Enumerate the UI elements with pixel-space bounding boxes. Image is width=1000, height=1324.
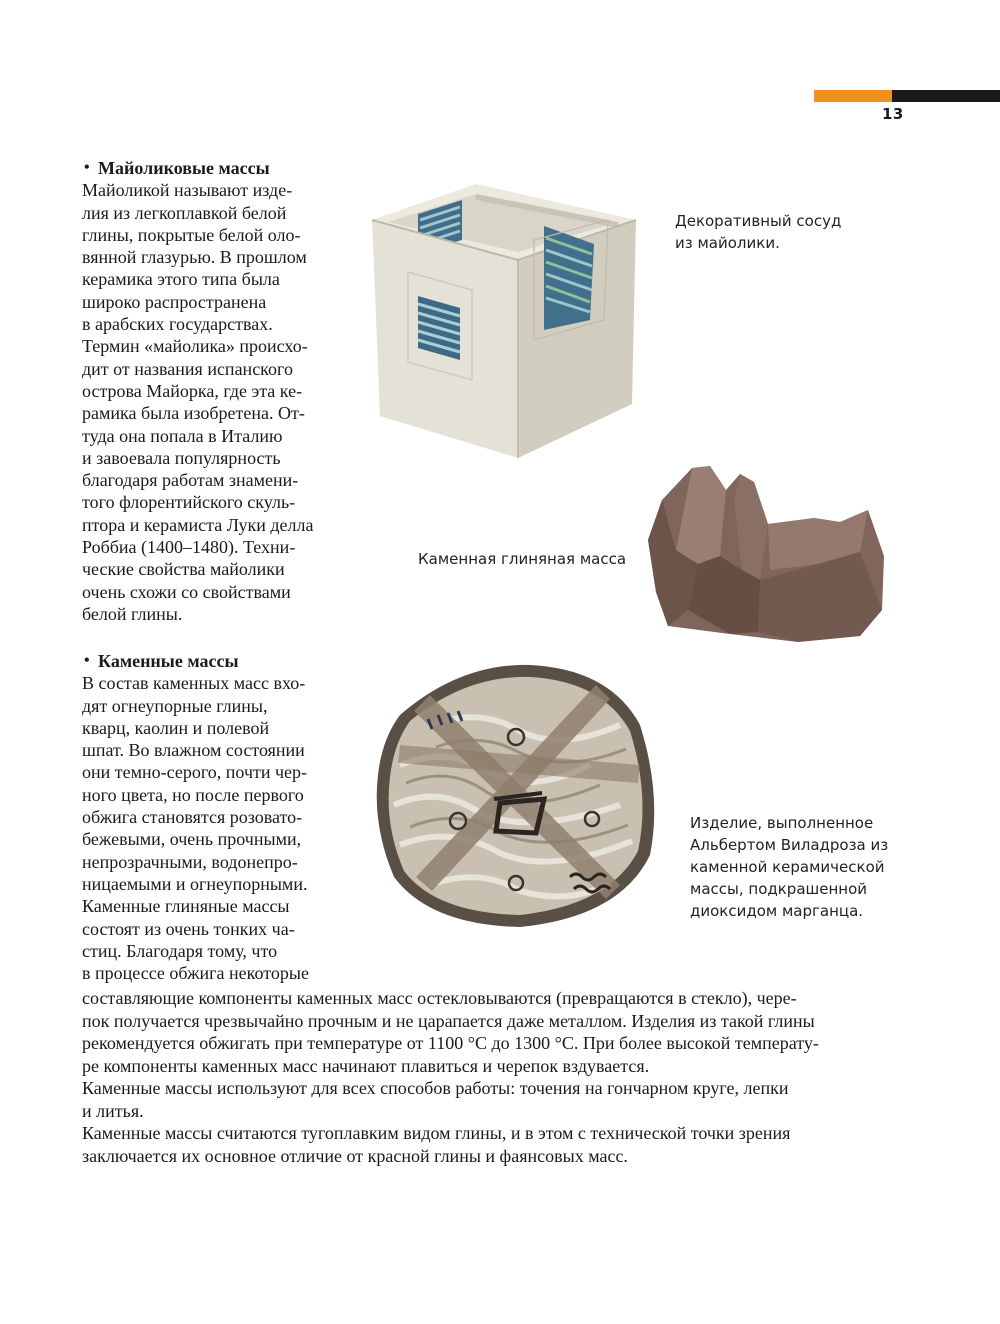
stoneware-full-width-text [82, 987, 892, 1167]
text-line: вянной глазурью. В прошлом [82, 247, 307, 268]
text-line: острова Майорка, где эта ке- [82, 380, 303, 401]
bullet-icon: • [84, 652, 90, 669]
text-line: Майоликой называют изде- [82, 180, 293, 201]
text-line: Термин «майолика» происхо- [82, 336, 308, 357]
stoneware-clay-image [638, 460, 888, 650]
header-dark-bar [892, 90, 1000, 102]
text-line: благодаря работам знамени- [82, 470, 299, 491]
text-line: заключается их основное отличие от красной глины и фаянсовых масс. [82, 1145, 628, 1166]
text-line: керамика этого типа была [82, 269, 280, 290]
text-line: лия из легкоплавкой белой [82, 202, 287, 223]
text-line: пок получается чрезвычайно прочным и не царапается даже металлом. Изделия из такой глины [82, 1010, 815, 1031]
text-line: состоят из очень тонких ча- [82, 918, 295, 939]
text-line: и завоевала популярность [82, 447, 281, 468]
text-line: и литья. [82, 1100, 144, 1121]
majolica-vessel-image [368, 180, 646, 460]
text-line: кварц, каолин и полевой [82, 717, 270, 738]
section-majolica-heading: • Майоликовые массы [84, 158, 270, 178]
text-line: дят огнеупорные глины, [82, 695, 268, 716]
text-line: они темно-серого, почти чер- [82, 762, 308, 783]
header-accent-bar [814, 90, 892, 102]
section-stoneware-heading: • Каменные массы [84, 651, 239, 671]
text-line: дит от названия испанского [82, 358, 293, 379]
caption-stoneware-clay: Каменная глиняная масса [418, 550, 627, 568]
text-line: Каменные массы считаются тугоплавким видом глины, и в этом с технической точки зрения [82, 1123, 791, 1143]
text-line: Роббиа (1400–1480). Техни- [82, 537, 296, 558]
text-line: Каменные глиняные массы [82, 896, 290, 917]
text-line: в процессе обжига некоторые [82, 963, 309, 984]
text-line: шпат. Во влажном состоянии [82, 740, 305, 761]
text-line: ницаемыми и огнеупорными. [82, 873, 308, 894]
bullet-icon: • [84, 159, 90, 176]
text-line: ре компоненты каменных масс начинают плавиться и черепок вздувается. [82, 1055, 650, 1076]
text-line: белой глины. [82, 603, 183, 624]
section-stoneware [82, 650, 344, 984]
text-line: Каменные массы используют для всех способов работы: точения на гончарном круге, лепки [82, 1078, 789, 1098]
text-line: туда она попала в Италию [82, 425, 283, 446]
text-line: ного цвета, но после первого [82, 784, 304, 805]
text-line: стиц. Благодаря тому, что [82, 940, 278, 961]
text-line: В состав каменных масс вхо- [82, 673, 306, 694]
text-line: рекомендуется обжигать при температуре от 1100 °C до 1300 °C. При более высокой температу- [82, 1033, 819, 1053]
caption-stoneware-plate: Изделие, выполненное Альбертом Виладроза из каменной керамической массы, подкрашенной диоксидом марганца. [690, 814, 889, 920]
section-majolica [82, 157, 344, 625]
text-line: птора и керамиста Луки делла [82, 514, 314, 535]
page-number: 13 [882, 105, 904, 123]
stoneware-plate-image [370, 655, 662, 935]
caption-majolica-vessel: Декоративный сосуд из майолики. [675, 212, 842, 252]
text-line: рамика была изобретена. От- [82, 403, 305, 424]
text-line: глины, покрытые белой оло- [82, 224, 301, 245]
text-line: того флорентийского скуль- [82, 492, 296, 513]
text-line: очень схожи со свойствами [82, 581, 291, 602]
text-line: в арабских государствах. [82, 314, 273, 335]
text-line: обжига становятся розовато- [82, 807, 303, 828]
text-line: бежевыми, очень прочными, [82, 829, 302, 850]
text-line: широко распространена [82, 291, 267, 312]
text-line: составляющие компоненты каменных масс остекловываются (превращаются в стекло), чере- [82, 988, 797, 1008]
text-line: непрозрачными, водонепро- [82, 851, 298, 872]
text-line: ческие свойства майолики [82, 559, 285, 580]
